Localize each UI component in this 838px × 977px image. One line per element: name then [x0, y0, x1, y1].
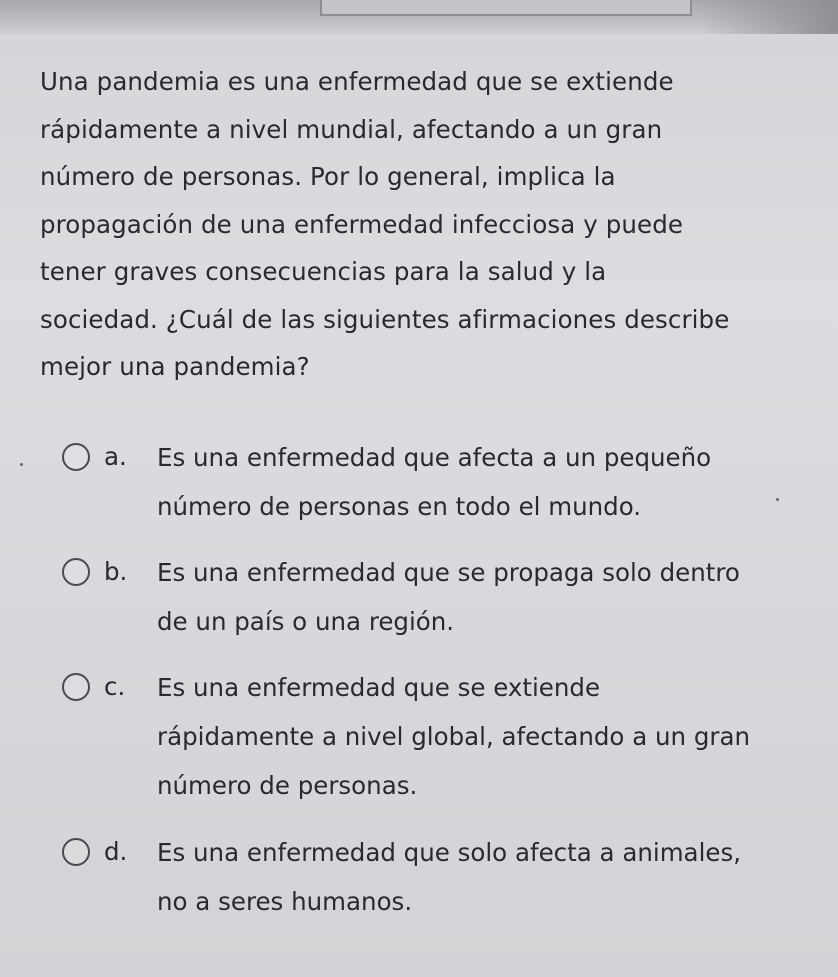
option-a-text: Es una enfermedad que afecta a un pequeño número de personas en todo el mundo. — [157, 443, 712, 521]
option-b-text: Es una enfermedad que se propaga solo dentro de un país o una región. — [157, 558, 740, 636]
option-a-radio[interactable] — [62, 443, 90, 471]
option-c-text: Es una enfermedad que se extiende rápidamente a nivel global, afectando a un gran número de personas. — [157, 673, 751, 800]
option-b-radio[interactable] — [62, 558, 90, 586]
option-d-radio[interactable] — [62, 838, 90, 866]
option-c-letter: c. — [104, 672, 126, 701]
option-b-letter: b. — [104, 557, 128, 586]
question-text: Una pandemia es una enfermedad que se extiende rápidamente a nivel mundial, afectando a un gran número de personas. Por lo general, implica la propagación de una enfermedad infecciosa y puede tener graves consecuencias para la salud y la sociedad. ¿Cuál de las siguientes afirmaciones describe mejor una pandemia? — [40, 67, 730, 381]
option-a-letter: a. — [104, 442, 127, 471]
speck — [776, 498, 779, 501]
option-c-radio[interactable] — [62, 673, 90, 701]
option-d-text: Es una enfermedad que solo afecta a animales, no a seres humanos. — [157, 838, 742, 916]
speck — [20, 463, 23, 466]
option-d-letter: d. — [104, 837, 128, 866]
